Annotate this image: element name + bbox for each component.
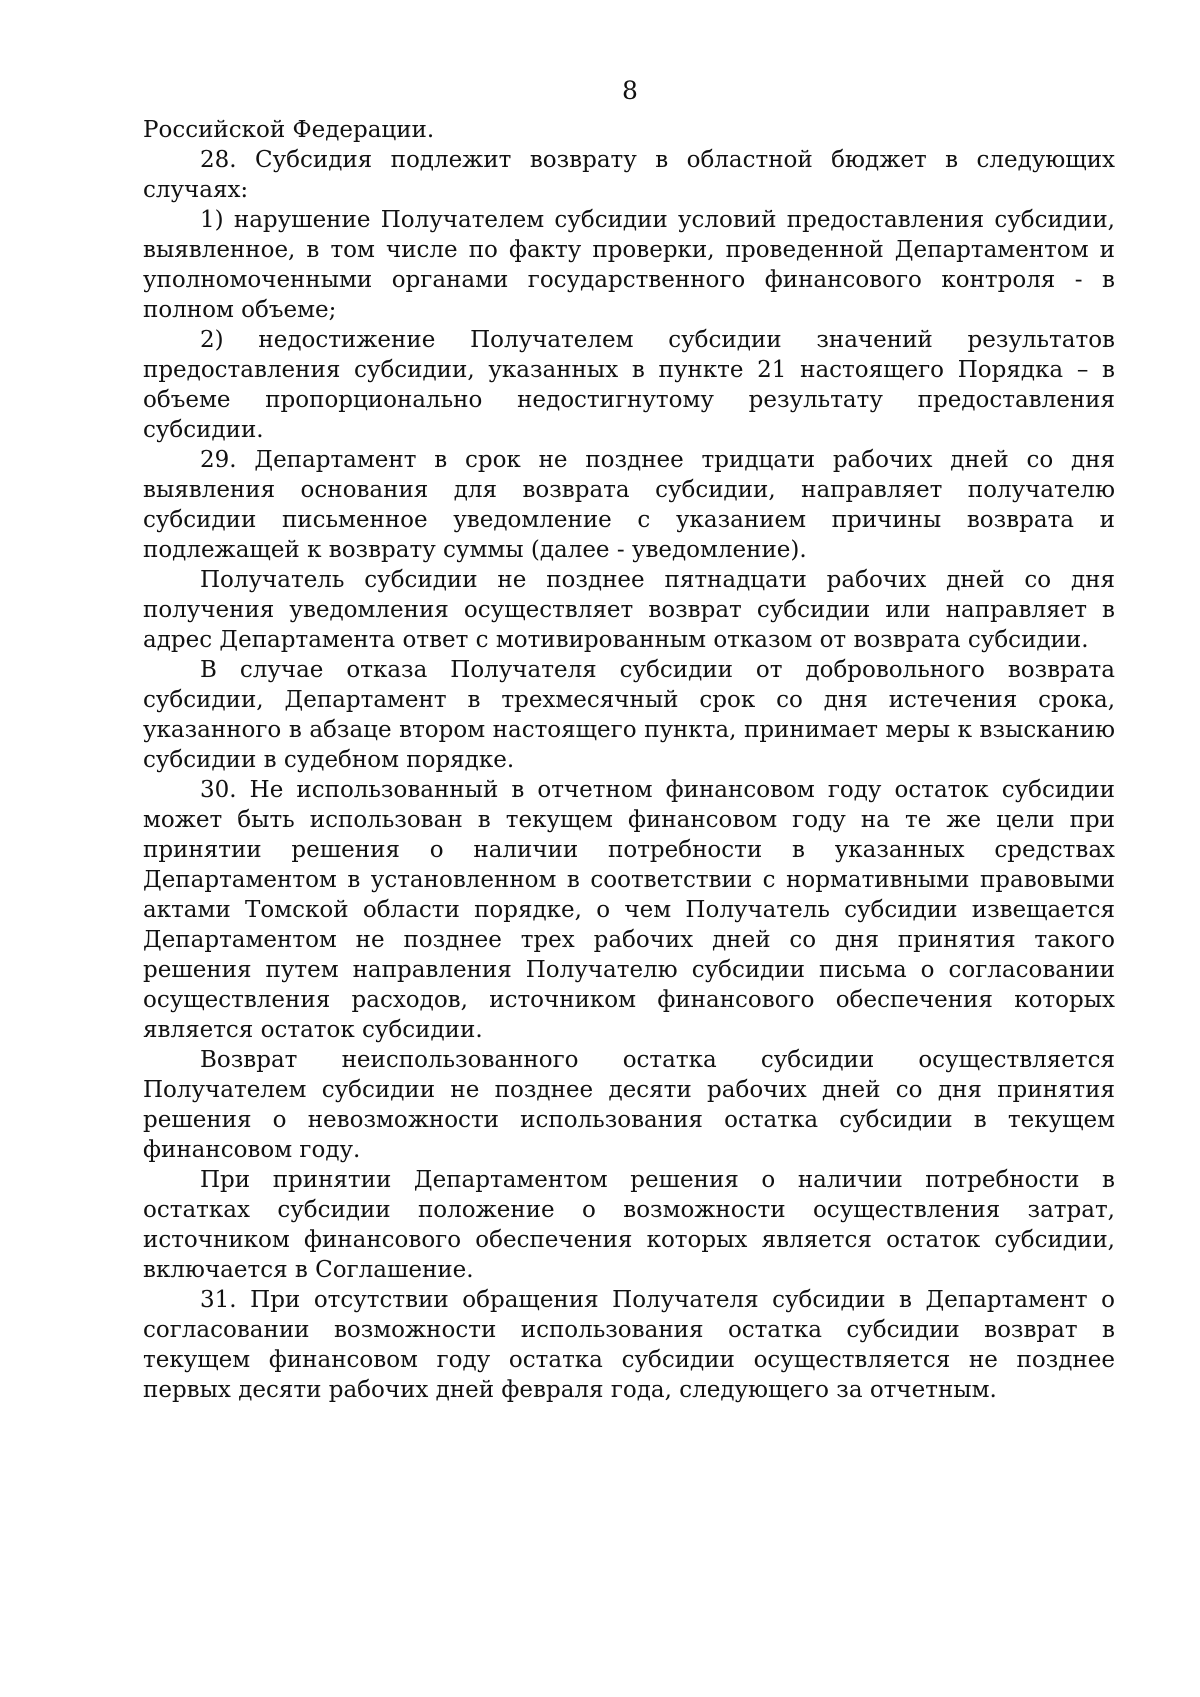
paragraph: 30. Не использованный в отчетном финансовом году остаток субсидии может быть использован в текущем финансовом году на те же цели при принятии решения о наличии потребности в указанных средствах Департаментом в установленном в соответствии с нормативными правовыми актами Томской области порядке, о чем Получатель субсидии извещается Департаментом не позднее трех рабочих дней со дня принятия такого решения путем направления Получателю субсидии письма о согласовании осуществления расходов, источником финансового обеспечения которых является остаток субсидии.	[143, 777, 1115, 1043]
page-number: 8	[622, 76, 638, 105]
paragraph: 28. Субсидия подлежит возврату в областной бюджет в следующих случаях:	[143, 147, 1115, 203]
paragraph: Российской Федерации.	[143, 117, 435, 143]
paragraph: 1) нарушение Получателем субсидии условий предоставления субсидии, выявленное, в том числе по факту проверки, проведенной Департаментом и уполномоченными органами государственного финансового контроля - в полном объеме;	[143, 207, 1115, 323]
paragraph: 2) недостижение Получателем субсидии значений результатов предоставления субсидии, указанных в пункте 21 настоящего Порядка – в объеме пропорционально недостигнутому результату предоставления субсидии.	[143, 327, 1115, 443]
paragraph: 31. При отсутствии обращения Получателя субсидии в Департамент о согласовании возможности использования остатка субсидии возврат в текущем финансовом году остатка субсидии осуществляется не позднее первых десяти рабочих дней февраля года, следующего за отчетным.	[143, 1287, 1115, 1403]
paragraph: В случае отказа Получателя субсидии от добровольного возврата субсидии, Департамент в трехмесячный срок со дня истечения срока, указанного в абзаце втором настоящего пункта, принимает меры к взысканию субсидии в судебном порядке.	[143, 657, 1115, 773]
paragraph: 29. Департамент в срок не позднее тридцати рабочих дней со дня выявления основания для возврата субсидии, направляет получателю субсидии письменное уведомление с указанием причины возврата и подлежащей к возврату суммы (далее - уведомление).	[143, 447, 1115, 563]
document-body	[143, 115, 1115, 1405]
paragraph: При принятии Департаментом решения о наличии потребности в остатках субсидии положение о возможности осуществления затрат, источником финансового обеспечения которых является остаток субсидии, включается в Соглашение.	[143, 1167, 1115, 1283]
paragraph: Получатель субсидии не позднее пятнадцати рабочих дней со дня получения уведомления осуществляет возврат субсидии или направляет в адрес Департамента ответ с мотивированным отказом от возврата субсидии.	[143, 567, 1115, 653]
paragraph: Возврат неиспользованного остатка субсидии осуществляется Получателем субсидии не позднее десяти рабочих дней со дня принятия решения о невозможности использования остатка субсидии в текущем финансовом году.	[143, 1047, 1115, 1163]
